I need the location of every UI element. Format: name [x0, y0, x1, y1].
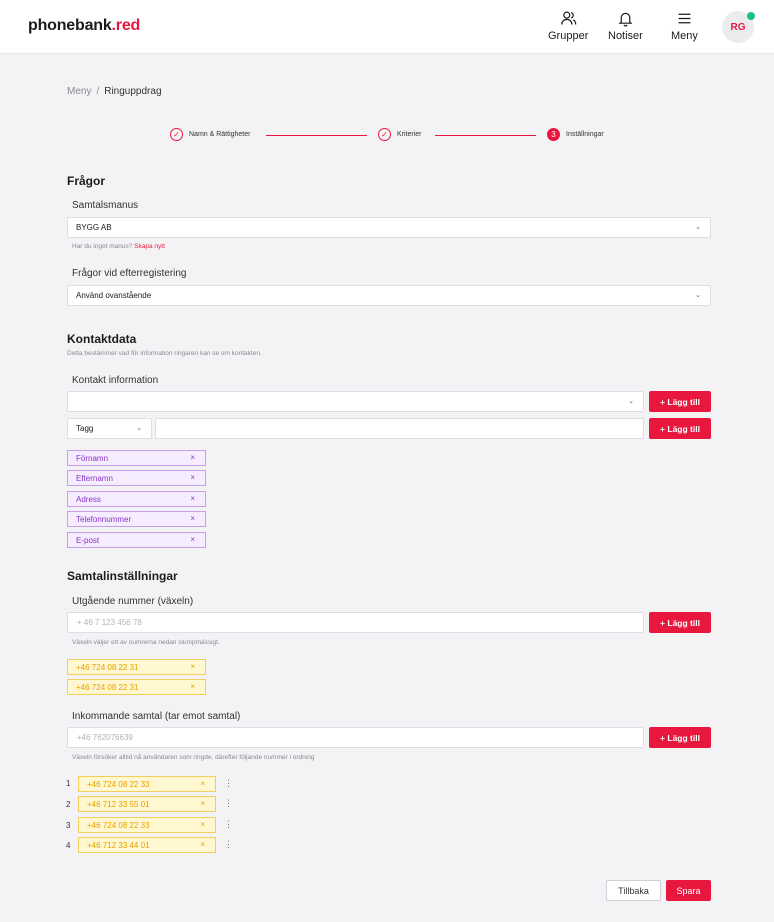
remove-icon[interactable]: × [200, 820, 205, 829]
remove-icon[interactable]: × [190, 535, 195, 544]
nav-menu-label: Meny [671, 30, 698, 42]
script-select[interactable] [67, 217, 711, 238]
chevron-down-icon: ⌄ [695, 292, 701, 299]
contact-data-description: Detta bestämmer vad för information ringaren kan se om kontakten. [67, 350, 262, 357]
after-registration-label: Frågor vid efterregistering [72, 268, 187, 279]
after-registration-select[interactable] [67, 285, 711, 306]
number-label: +46 724 08 22 33 [87, 820, 150, 830]
tag-input[interactable] [155, 418, 644, 439]
contact-field-tag [67, 450, 206, 466]
nav-menu-button[interactable] [671, 10, 698, 42]
logo[interactable] [28, 17, 140, 35]
create-script-link[interactable]: Skapa nytt [134, 243, 165, 250]
chevron-down-icon: ⌄ [628, 398, 634, 405]
incoming-number-tag[interactable] [78, 776, 216, 792]
step-label: Kriterier [397, 131, 422, 138]
number-label: +46 712 33 44 01 [87, 840, 150, 850]
incoming-number-input[interactable] [67, 727, 644, 748]
outgoing-number-hint: Växeln väljer ett av numrerna nedan slumpmässigt. [72, 639, 220, 646]
tag-label: E-post [76, 535, 100, 545]
contact-field-tag [67, 470, 206, 486]
contact-info-label: Kontakt information [72, 375, 159, 386]
menu-icon [676, 10, 693, 27]
check-icon: ✓ [170, 128, 183, 141]
nav-groups-label: Grupper [548, 30, 589, 42]
remove-icon[interactable]: × [190, 514, 195, 523]
incoming-number-tag[interactable] [78, 796, 216, 812]
tag-label: Telefonnummer [76, 514, 132, 524]
section-title-call-settings: Samtalinställningar [67, 569, 178, 583]
number-label: +46 724 08 22 33 [87, 779, 150, 789]
incoming-number-placeholder: +46 762076639 [77, 733, 133, 742]
step-number-badge: 3 [547, 128, 560, 141]
check-icon: ✓ [378, 128, 391, 141]
back-button[interactable]: Tillbaka [606, 880, 661, 901]
step-settings[interactable] [547, 128, 604, 141]
breadcrumb [67, 86, 162, 97]
script-hint-text: Har du inget manus? [72, 243, 133, 250]
remove-icon[interactable]: × [190, 473, 195, 482]
step-criteria[interactable] [378, 128, 422, 141]
add-tag-button[interactable]: + Lägg till [649, 418, 711, 439]
script-select-value: BYGG AB [76, 223, 112, 232]
drag-handle-icon[interactable]: ⋮ [224, 778, 233, 788]
tag-select-value: Tagg [76, 424, 94, 433]
breadcrumb-parent[interactable]: Meny [67, 86, 92, 97]
add-incoming-number-button[interactable]: + Lägg till [649, 727, 711, 748]
incoming-calls-hint: Växeln försöker alltid nå användaren som ringde, därefter följande nummer i ordning [72, 754, 315, 761]
logo-accent: .red [111, 17, 141, 34]
incoming-calls-label: Inkommande samtal (tar emot samtal) [72, 711, 241, 722]
remove-icon[interactable]: × [190, 453, 195, 462]
tag-label: Adress [76, 494, 101, 504]
step-label: Inställningar [566, 131, 604, 138]
outgoing-number-tag [67, 659, 206, 675]
chevron-down-icon: ⌄ [695, 224, 701, 231]
outgoing-number-label: Utgående nummer (växeln) [72, 596, 194, 607]
tag-label: Förnamn [76, 453, 109, 463]
breadcrumb-current: Ringuppdrag [104, 86, 162, 97]
top-bar [0, 0, 774, 54]
script-label: Samtalsmanus [72, 200, 139, 211]
drag-handle-icon[interactable]: ⋮ [224, 819, 233, 829]
chevron-down-icon: ⌄ [136, 425, 142, 432]
tag-select[interactable] [67, 418, 152, 439]
remove-icon[interactable]: × [200, 840, 205, 849]
remove-icon[interactable]: × [200, 799, 205, 808]
drag-handle-icon[interactable]: ⋮ [224, 798, 233, 808]
add-contact-info-button[interactable]: + Lägg till [649, 391, 711, 412]
order-index: 2 [66, 800, 71, 809]
number-label: +46 724 08 22 31 [76, 682, 139, 692]
breadcrumb-separator: / [96, 86, 100, 97]
order-index: 4 [66, 841, 71, 850]
number-label: +46 724 08 22 31 [76, 662, 139, 672]
drag-handle-icon[interactable]: ⋮ [224, 839, 233, 849]
script-hint [72, 243, 165, 250]
step-connector [435, 135, 536, 136]
tag-label: Efternamn [76, 473, 113, 483]
incoming-number-tag[interactable] [78, 817, 216, 833]
step-connector [266, 135, 367, 136]
users-icon [560, 10, 577, 27]
bell-icon [617, 10, 634, 27]
remove-icon[interactable]: × [190, 494, 195, 503]
nav-notifications-label: Notiser [608, 30, 643, 42]
incoming-number-tag[interactable] [78, 837, 216, 853]
section-title-questions: Frågor [67, 174, 106, 188]
remove-icon[interactable]: × [190, 662, 195, 671]
nav-notifications-button[interactable] [608, 10, 643, 42]
order-index: 1 [66, 779, 71, 788]
contact-field-tag [67, 532, 206, 548]
contact-field-tag [67, 511, 206, 527]
contact-info-select[interactable] [67, 391, 644, 412]
outgoing-number-tag [67, 679, 206, 695]
outgoing-number-input[interactable] [67, 612, 644, 633]
step-label: Namn & Rättigheter [189, 131, 251, 138]
step-name-rights[interactable] [170, 128, 250, 141]
contact-field-tag [67, 491, 206, 507]
outgoing-number-placeholder: + 46 7 123 456 78 [77, 618, 142, 627]
logo-text: phonebank [28, 17, 112, 34]
number-label: +46 712 33 55 01 [87, 799, 150, 809]
remove-icon[interactable]: × [200, 779, 205, 788]
after-registration-value: Använd ovanstående [76, 291, 152, 300]
online-status-dot [747, 12, 755, 20]
add-outgoing-number-button[interactable]: + Lägg till [649, 612, 711, 633]
nav-groups-button[interactable] [548, 10, 588, 42]
avatar-initials: RG [730, 21, 746, 33]
section-title-contact-data: Kontaktdata [67, 332, 137, 346]
remove-icon[interactable]: × [190, 682, 195, 691]
save-button[interactable]: Spara [666, 880, 711, 901]
order-index: 3 [66, 821, 71, 830]
